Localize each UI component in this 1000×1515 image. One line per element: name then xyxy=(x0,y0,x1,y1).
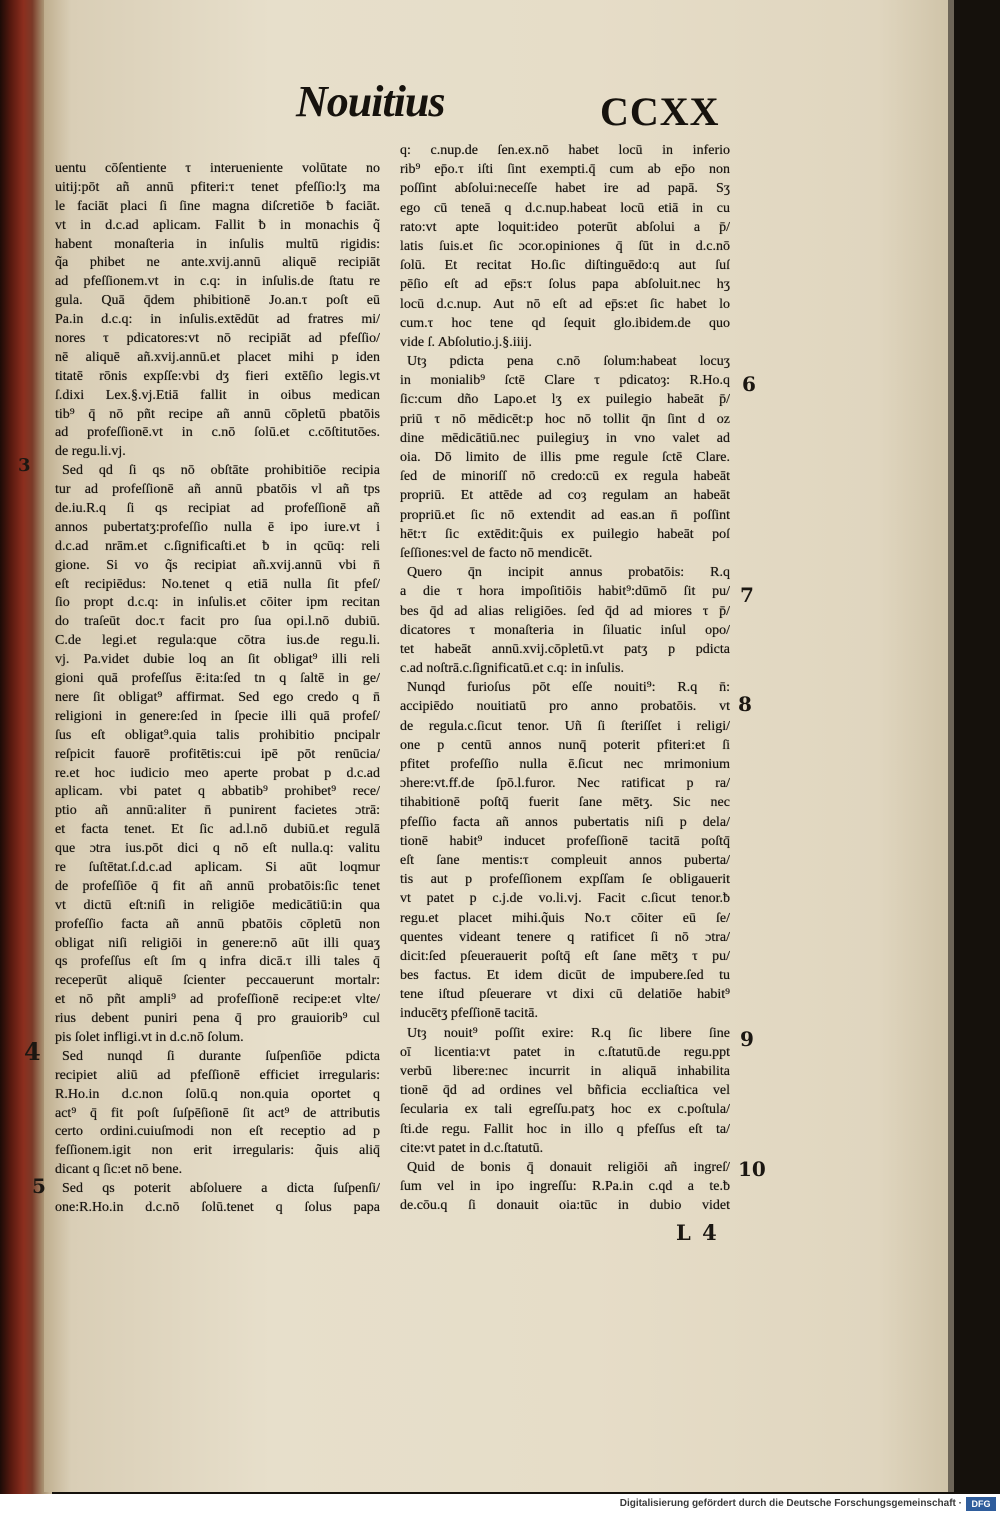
right-column-line: verbū libere:nec incurrit in aliquā inhabilita xyxy=(400,1064,730,1079)
right-column-line: one p centū annos nunq̄ poterit pfiteri:et ſi xyxy=(400,737,730,753)
margin-number: 4 xyxy=(24,1037,41,1066)
right-column xyxy=(400,141,730,1216)
left-column-line: obligat niſi religiōi in genere:nō aūt illi quaʒ xyxy=(55,935,380,951)
right-column-line: de regula.c.ſicut tenor. Uñ ſi ſteriſſet i religi/ xyxy=(400,718,730,734)
right-column-line: Quero q̄n incipit annus probatōis: R.q xyxy=(407,565,730,581)
right-column-line: locū d.c.nup. Aut nō eſt ad ep̄s:et ſic habet lo xyxy=(400,296,730,312)
left-column-line: nere ſit obligat⁹ affirmat. Sed ego credo q n̄ xyxy=(55,689,380,705)
right-column-line: ſolū. Et recitat Ho.ſic diſtinguēdo:q aut ſuſ xyxy=(400,258,730,274)
right-column-line: a die τ hora impoſitiōis habit⁹:dūmō ſit pu/ xyxy=(400,584,730,600)
left-column-line: ad profeſſionē.vt in c.nō ſolū.et c.cōſtitutōes. xyxy=(55,425,380,441)
left-column-line: reſpicit fauorē profitētis:cui ipē pōt renūcia/ xyxy=(55,746,380,762)
right-column-line: pfitet profeſſio nulla ē.ſicut nec mrimonium xyxy=(400,757,730,772)
left-column-line: religioni in genere:ſed in ſpecie illi quā profeſ/ xyxy=(55,708,380,724)
right-column-line: ſti.de regu. Fallit hoc in illo q pfeſſus eſt ta/ xyxy=(400,1121,730,1137)
right-column-line: vt patet p c.j.de vo.li.vj. Facit c.ſicut tenor.ƀ xyxy=(400,891,730,907)
left-column-line: que ɔtra ius.pōt dici q nō eſt nulla.q: valitu xyxy=(55,841,380,857)
left-column-line: qs profeſſus eſt ſm q infra dicā.τ illi tales q̄ xyxy=(55,954,380,970)
right-column-line: dine mēdicātiū.nec puilegiuʒ in vno valet ad xyxy=(400,430,730,446)
right-column-line: accipiēdo nouitiatū pro anno probatōis. vt xyxy=(400,699,730,715)
margin-number: 7 xyxy=(740,583,754,607)
left-column-line: C.de legi.et regula:que cōtra ius.de regu.li. xyxy=(55,633,380,649)
left-column-line: pis ſolet infligi.vt in d.c.nō ſolum. xyxy=(55,1029,244,1045)
left-column-line: receperūt aliquē ſcienter peccauerunt mortalr: xyxy=(55,973,380,989)
right-column-line: tihabitionē poſtq̄ fuerit ſane mētʒ. Sic nec xyxy=(400,795,730,811)
right-column-line: ſeſſiones:vel de facto nō mendicēt. xyxy=(400,545,593,561)
left-column-line: tib⁹ q̄ nō pñt recipe añ annū cōpletū pbatōis xyxy=(55,406,380,422)
left-column-line: eſt recipiēdus: No.tenet q etiā nulla ſit pfeſ/ xyxy=(55,576,380,592)
right-column-line: priū τ nō mēdicēt:p hoc nō tollit q̄n ſint d oz xyxy=(400,411,730,427)
left-column-line: Sed qs poterit abſoluere a dicta ſuſpenſi/ xyxy=(62,1181,380,1197)
left-column-line: q̃a phibet ne ante.xvij.annū aliquē recipiāt xyxy=(55,255,380,271)
right-column-line: dicatores τ monaſteria in ſiluatic inſul opo/ xyxy=(400,622,730,638)
left-column-line: de regu.li.vj. xyxy=(55,444,126,460)
right-column-line: ſum vel in ipo ingreſſu: R.Pa.in c.qd a te.ƀ xyxy=(400,1179,730,1195)
left-column-line: rius debent puniri pena q̄ pro grauiorib⁹ cul xyxy=(55,1011,380,1027)
left-column-line: re ſuſtētat.ſ.d.c.ad aplicam. Si aūt loqmur xyxy=(55,859,380,875)
left-column-line: Sed qd ſi qs nō obſtāte prohibitiōe recipia xyxy=(62,463,380,479)
left-column-line: certo ordini.cuiuſmodi non eſt receptio ad p xyxy=(55,1124,380,1140)
right-column-line: oia. Dō limito de illis pme regule ſctē Clare. xyxy=(400,450,730,465)
right-column-line: cum.τ hoc tene qd ſequit glo.ibidem.de quo xyxy=(400,315,730,331)
left-column-line: uitij:pōt añ annū pfiteri:τ tenet pfeſſio:lʒ ma xyxy=(55,179,380,195)
left-column-line: ſus eſt obligat⁹.quia talis prohibitio pncipalr xyxy=(55,727,380,743)
left-column-line: ſio propt d.c.q: in inſulis.et cōiter ipm recitan xyxy=(55,595,380,611)
right-column-line: ſecularia ex tali egreſſu.patʒ hoc ex c.poſtula/ xyxy=(400,1102,730,1118)
left-column-line: act⁹ q̄ fit poſt ſuſpēſionē ſit act⁹ de attributis xyxy=(55,1105,380,1121)
left-column-line: do traſeūt doc.τ facit pro ſua opi.l.nō dubiū. xyxy=(55,614,380,630)
left-column-line: recipiet aliū ad pfeſſionē efficiet irregularis: xyxy=(55,1067,380,1083)
right-column-line: Utȝ pdicta pena c.nō ſolum:habeat locuʒ xyxy=(407,354,730,370)
right-column-line: quentes videant tenere q ratificet ſi nō ɔtra/ xyxy=(400,929,730,945)
right-column-line: Utȝ nouit⁹ poſſit exire: R.q ſic libere ſine xyxy=(407,1025,730,1041)
left-column-line: habent monaſteria in inſulis multū rigidis: xyxy=(55,236,380,252)
right-column-line: pēſio eſt ad ep̄s:τ ſolus papa abſoluit.nec hʒ xyxy=(400,277,730,293)
left-column-line: titatē rōnis expſſe:vbi dʒ fieri extēſio legis.vt xyxy=(55,368,380,384)
right-column-line: q: c.nup.de ſen.ex.nō habet locū in inferio xyxy=(400,143,730,158)
right-column-line: inducētʒ pfeſſionē tacitā. xyxy=(400,1006,538,1022)
left-column-line: annos pubertatʒ:profeſſio nulla ē ipo iure.vt i xyxy=(55,519,380,535)
dfg-logo: DFG xyxy=(966,1497,996,1511)
digitization-credit: Digitalisierung gefördert durch die Deutsche Forschungsgemeinschaft · xyxy=(619,1498,962,1509)
right-column-line: vide ſ. Abſolutio.j.§.iiij. xyxy=(400,334,532,350)
right-column-line: propriū.et ſic nō extendit ad eas.an n̄ poſſint xyxy=(400,507,730,523)
margin-number: 3 xyxy=(18,455,31,476)
left-column-line: et nō pñt ampli⁹ ad profeſſionē recipe:et vlte/ xyxy=(55,992,380,1008)
page-edge xyxy=(948,0,954,1492)
footer-bar xyxy=(0,1494,1000,1515)
left-column-line: re.et hoc iudicio meo aperte probat p d.c.ad xyxy=(55,765,380,781)
running-title: Nouitius xyxy=(296,77,445,126)
left-column-line: gioni quā profeſſus ē:ita:ſed tn q ſaltē in ge/ xyxy=(55,671,380,687)
right-column-line: hēt:τ ſic extēdit:q̃uis ex puilegio habeāt poſ xyxy=(400,526,730,542)
left-column-line: ſ.dixi Lex.§.vj.Etiā fallit in oibus medican xyxy=(55,387,380,403)
right-column-line: cite:vt patet in d.c.ſtatutū. xyxy=(400,1140,544,1156)
left-column-line: ptio añ annū:aliter n̄ punirent facietes ɔtrā: xyxy=(55,803,380,819)
left-column-line: vt dictū eſt:niſi in religiōe medicātiū:in qua xyxy=(55,897,380,913)
right-column-line: ſic:cum dño Lapo.et lʒ ex puilegio habeāt p̄/ xyxy=(400,392,730,408)
right-column-line: oī licentia:vt patet in c.ſtatutū.de regu.ppt xyxy=(400,1044,730,1060)
right-column-line: tionē q̄d ad ordines vel bñficia eccliaſtica vel xyxy=(400,1083,730,1099)
right-column-line: tionē habit⁹ inducet profeſſionē tacitā poſtq̄ xyxy=(400,833,730,849)
right-column-line: poſſint abſolui:neceſſe habet ire ad papā. Sʒ xyxy=(400,181,730,197)
right-column-line: dicit:ſed pſeuerauerit poſtq̄ eſt ſane mētʒ τ pu/ xyxy=(400,948,730,964)
right-column-line: tene iſtud pſeuerare vt dixi cū delatiōe habit⁹ xyxy=(400,987,730,1003)
right-column-line: tet habeāt annū.xvij.cōpletū.vt patʒ p pdicta xyxy=(400,641,730,657)
left-column-line: d.c.ad nrām.et c.ſignificaſti.et ƀ in qcūq: reli xyxy=(55,538,380,554)
folio-number: CCXX xyxy=(600,89,720,134)
right-column-line: pfeſſio facta añ annos pubertatis niſi p dela/ xyxy=(400,814,730,830)
left-column-line: aplicam. vbi patet q abbatib⁹ prohibet⁹ rece/ xyxy=(55,784,380,800)
left-column-line: feſſionem.igit non erit irregularis: q̃uis aliq̄ xyxy=(55,1143,380,1159)
left-column-line: ad pfeſſionem.vt in c.q: in inſulis.de ſtatu re xyxy=(55,274,380,290)
left-column-line: et facta tenet. Et ſic ad.l.nō dubiū.et regulā xyxy=(55,822,380,838)
right-column-line: Nunqd furioſus pōt eſſe nouiti⁹: R.q n̄: xyxy=(407,680,730,696)
left-column-line: nores τ pdicatores:vt nō recipiāt ad pfeſſio/ xyxy=(55,331,380,347)
right-column-line: c.ad noſtrā.c.ſignificatū.et c.q: in inſulis. xyxy=(400,661,624,677)
right-column-line: rato:vt apte loquit:ideo poterūt abſolui a p̄/ xyxy=(400,219,730,235)
left-column-line: tur ad profeſſionē añ annū pbatōis vl añ tps xyxy=(55,482,380,498)
right-column-line: bes q̄d ad alias religiōes. ſed q̄d ad miores τ p̄/ xyxy=(400,603,730,619)
right-column-line: regu.et placet mihi.q̃uis No.τ cōiter eū ſe/ xyxy=(400,910,730,926)
right-column-line: Quid de bonis q̄ donauit religiōi añ ingreſ/ xyxy=(407,1159,730,1175)
left-column-line: dicant q ſic:et nō bene. xyxy=(55,1162,183,1178)
left-column xyxy=(55,160,380,1218)
right-column-line: bes factus. Et idem dicūt de impubere.ſed tu xyxy=(400,968,730,984)
margin-number: 10 xyxy=(738,1157,766,1181)
signature-mark: L 4 xyxy=(676,1220,717,1245)
margin-number: 5 xyxy=(32,1174,46,1198)
margin-number: 8 xyxy=(738,692,752,716)
right-column-line: ego cū teneā q d.c.nup.habeat locū etiā in cu xyxy=(400,200,730,216)
margin-number: 9 xyxy=(740,1027,754,1051)
left-column-line: vj. Pa.videt dubie loq an ſit obligat⁹ illi reli xyxy=(55,652,380,668)
right-column-line: rib⁹ ep̄o.τ iſti ſint exempti.q̄ cum ab ep̄o non xyxy=(400,162,730,178)
right-column-line: de.cōu.q ſi donauit oia:tūc in dubio videt xyxy=(400,1198,730,1214)
left-column-line: nē aliquē añ.xvij.annū.et placet mihi p iden xyxy=(55,349,380,365)
margin-number: 6 xyxy=(742,372,756,396)
left-column-line: le faciāt placi ſi ſine magna diſcretiōe ƀ faciāt. xyxy=(55,198,380,214)
right-column-line: latis ſuis.et ſic ɔcor.opiniones q̄ ſūt in d.c.nō xyxy=(400,238,730,254)
right-column-line: ſed de minoriſſ nō credo:cū ex regula habeāt xyxy=(400,469,730,485)
left-column-line: vt in d.c.ad aplicam. Fallit ƀ in monachis q̃ xyxy=(55,217,380,233)
left-column-line: gula. Quā q̄dem phibitionē Jo.an.τ poſt eū xyxy=(55,293,380,309)
left-column-line: one:R.Ho.in d.c.nō ſolū.tenet q ſolus papa xyxy=(55,1199,380,1215)
right-column-line: eſt ſane mentis:τ compleuit annos puberta/ xyxy=(400,852,730,868)
left-column-line: R.Ho.in d.c.non ſolū.q non.quia oportet q xyxy=(55,1086,380,1102)
left-column-line: de profeſſiōe q̄ fit añ annū probatōis:ſic tenet xyxy=(55,878,380,894)
left-column-line: gione. Si vo q̃s recipiat añ.xvij.annū vbi n̄ xyxy=(55,557,380,573)
right-column-line: in monialib⁹ ſctē Clare τ pdicatoȝ: R.Ho.q xyxy=(400,373,730,389)
right-column-line: propriū. Et attēde ad coȝ regulam an habeāt xyxy=(400,488,730,504)
right-column-line: tis aut p profeſſionem expſſam ſe obligauerit xyxy=(400,872,730,888)
right-column-line: ɔhere:vt.ff.de ſpō.l.furor. Nec ratificat p ra/ xyxy=(400,776,730,792)
left-column-line: profeſſio facta añ annū pbatōis cōpletū non xyxy=(55,916,380,932)
left-column-line: de.iu.R.q ſi qs recipiat ad profeſſionē añ xyxy=(55,501,380,517)
left-column-line: uentu cōſentiente τ interueniente volūtate no xyxy=(55,161,380,176)
left-column-line: Sed nunqd ſi durante ſuſpenſiōe pdicta xyxy=(62,1048,380,1064)
left-column-line: Pa.in d.c.q: in inſulis.extēdūt ad fratres mi/ xyxy=(55,312,380,328)
